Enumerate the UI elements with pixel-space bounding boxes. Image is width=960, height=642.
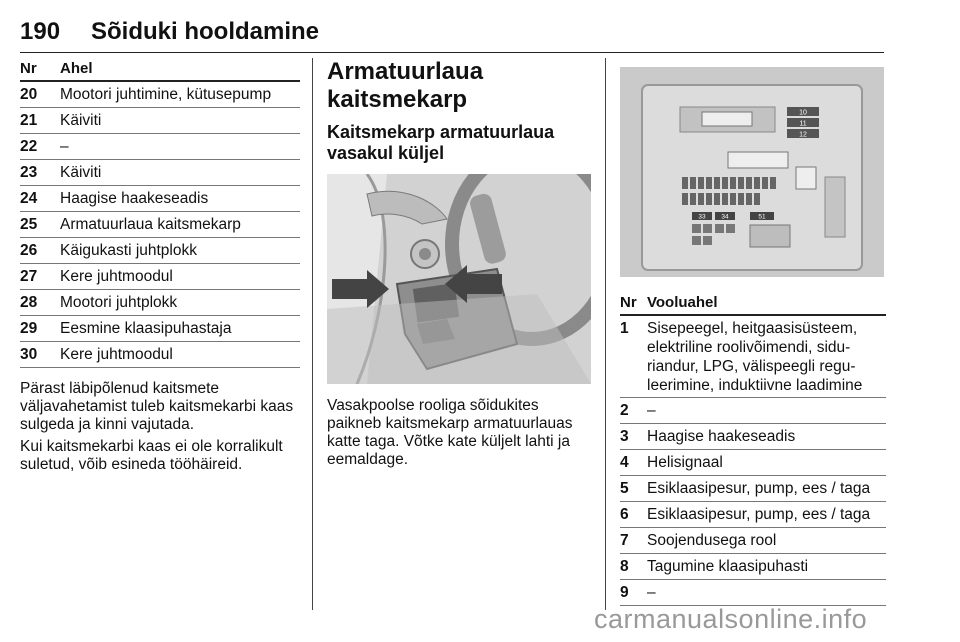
- row-text: Mootori juhtplokk: [60, 293, 178, 311]
- right-table-body: [620, 316, 886, 606]
- row-number: 20: [20, 85, 38, 103]
- row-number: 23: [20, 163, 38, 181]
- row-text: Käigukasti juhtplokk: [60, 241, 197, 259]
- table-row: [20, 316, 300, 342]
- table-row: [20, 186, 300, 212]
- row-text: Mootori juhtimine, kütusepump: [60, 85, 272, 103]
- right-table-header: [620, 292, 886, 316]
- row-number: 29: [20, 319, 38, 337]
- row-number: 9: [620, 583, 629, 601]
- row-text: Haagise haakeseadis: [60, 189, 209, 207]
- section-heading: Armatuurlaua kaitsmekarp: [327, 58, 484, 113]
- row-text: Käiviti: [60, 163, 102, 181]
- left-table-body: [20, 82, 300, 368]
- row-text: Kere juhtmoodul: [60, 345, 173, 363]
- row-text: Kere juhtmoodul: [60, 267, 173, 285]
- page-header: [20, 18, 884, 53]
- row-text: Eesmine klaasipuhastaja: [60, 319, 232, 337]
- column-divider: [605, 58, 606, 610]
- table-row: [20, 342, 300, 368]
- page-title: Sõiduki hooldamine: [91, 18, 320, 45]
- row-text: Esiklaasipesur, pump, ees / taga: [647, 505, 871, 523]
- paragraph: Kui kaitsmekarbi kaas ei ole korralikult suletud, võib esineda tööhäireid.: [20, 438, 283, 473]
- row-number: 3: [620, 427, 629, 445]
- fuse-label: 51: [758, 213, 766, 221]
- table-row: [20, 212, 300, 238]
- row-number: 27: [20, 267, 38, 285]
- paragraph: Vasakpoolse rooliga sõidukites paikneb kaitsmekarp armatuurlauas katte taga. Võtke kate küljelt lahti ja eemaldage.: [327, 397, 573, 468]
- fuse-label: 33: [698, 213, 706, 221]
- table-row: [620, 528, 886, 554]
- row-text: Käiviti: [60, 111, 102, 129]
- table-row: [620, 580, 886, 606]
- row-number: 26: [20, 241, 38, 259]
- table-row: [620, 450, 886, 476]
- row-number: 8: [620, 557, 629, 575]
- row-number: 6: [620, 505, 629, 523]
- column-header-circuit: Ahel: [60, 60, 93, 77]
- column-header-nr: Nr: [20, 60, 37, 77]
- table-row: [620, 476, 886, 502]
- right-column: [620, 58, 886, 606]
- table-row: [20, 160, 300, 186]
- table-row: [20, 264, 300, 290]
- row-text: Sisepeegel, heitgaasisüsteem, elektriline roolivõimendi, sidu-riandur, LPG, välispeegli regu-leerimine, induktiivne laadimine: [647, 319, 863, 394]
- fuse-label: 10: [799, 109, 807, 117]
- page-number: 190: [20, 18, 61, 45]
- row-number: 2: [620, 401, 629, 419]
- row-text: Haagise haakeseadis: [647, 427, 796, 445]
- row-number: 28: [20, 293, 38, 311]
- table-row: [20, 134, 300, 160]
- row-text: –: [647, 583, 656, 601]
- row-number: 25: [20, 215, 38, 233]
- watermark: carmanualsonline.info: [594, 604, 868, 634]
- row-number: 24: [20, 189, 38, 207]
- row-text: Armatuurlaua kaitsmekarp: [60, 215, 241, 233]
- left-table-header: [20, 58, 300, 82]
- table-row: [620, 316, 886, 398]
- section-subheading: Kaitsmekarp armatuurlaua vasakul küljel: [327, 122, 555, 163]
- fuse-label: 12: [799, 131, 807, 139]
- table-row: [620, 398, 886, 424]
- row-text: Helisignaal: [647, 453, 723, 471]
- fuse-label: 34: [721, 213, 729, 221]
- row-number: 7: [620, 531, 629, 549]
- column-header-nr: Nr: [620, 294, 637, 311]
- paragraph: Pärast läbipõlenud kaitsmete väljavahetamist tuleb kaitsmekarbi kaas sulgeda ja kinni vajutada.: [20, 380, 294, 433]
- row-text: Tagumine klaasipuhasti: [647, 557, 809, 575]
- fusebox-layout-illustration: [620, 67, 884, 277]
- row-text: Soojendusega rool: [647, 531, 777, 549]
- table-row: [620, 424, 886, 450]
- column-divider: [312, 58, 313, 610]
- table-row: [620, 502, 886, 528]
- row-number: 22: [20, 137, 38, 155]
- table-row: [20, 238, 300, 264]
- table-row: [20, 82, 300, 108]
- column-header-circuit: Vooluahel: [647, 294, 718, 311]
- table-row: [20, 108, 300, 134]
- row-number: 1: [620, 319, 629, 337]
- row-text: Esiklaasipesur, pump, ees / taga: [647, 479, 871, 497]
- row-text: –: [60, 137, 69, 155]
- row-number: 21: [20, 111, 38, 129]
- dashboard-fusebox-illustration: [327, 174, 591, 384]
- table-row: [620, 554, 886, 580]
- row-number: 4: [620, 453, 629, 471]
- row-text: –: [647, 401, 656, 419]
- left-column: [20, 58, 300, 474]
- row-number: 30: [20, 345, 38, 363]
- table-row: [20, 290, 300, 316]
- fuse-label: 11: [799, 120, 807, 128]
- row-number: 5: [620, 479, 629, 497]
- middle-column: [327, 58, 589, 469]
